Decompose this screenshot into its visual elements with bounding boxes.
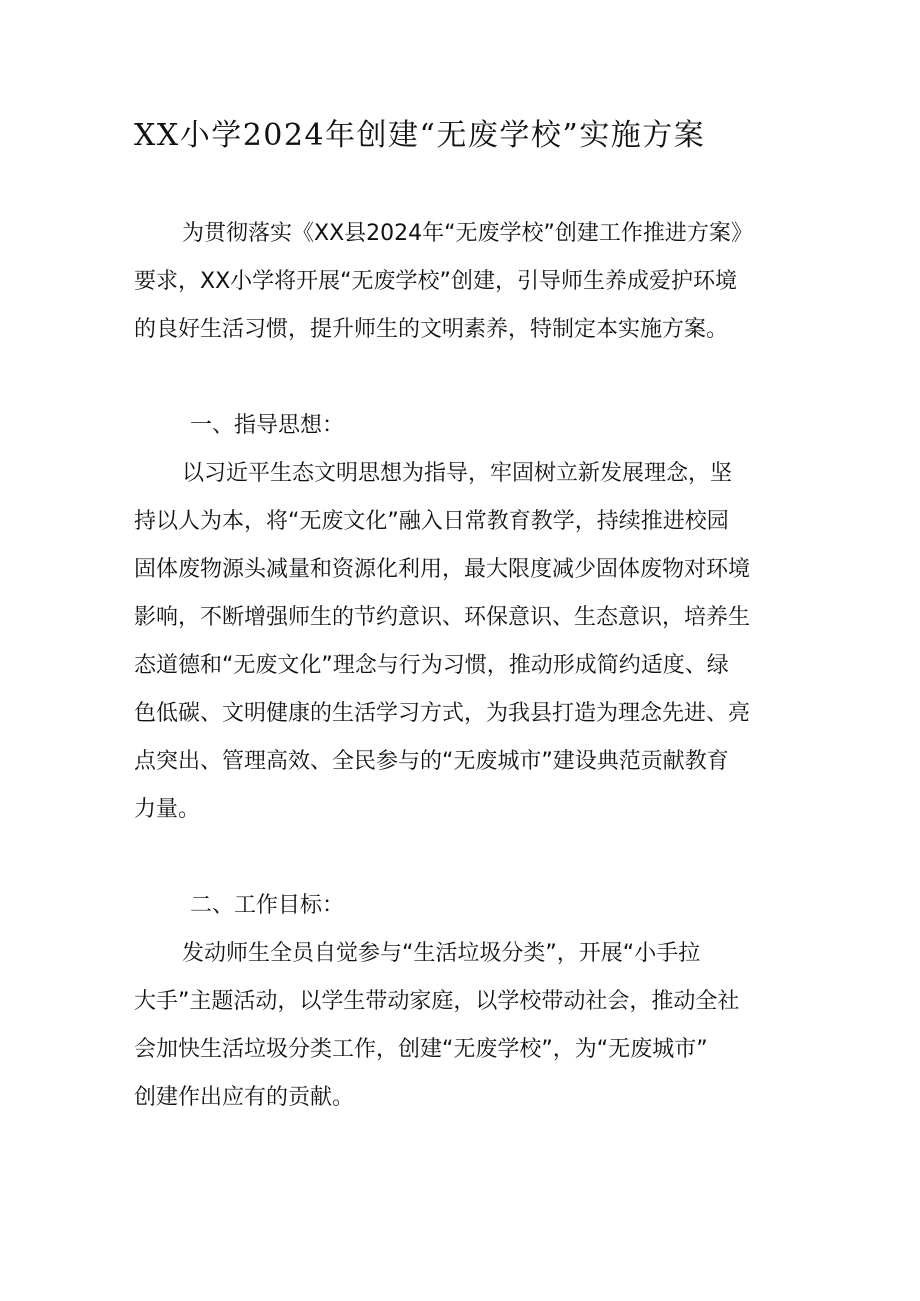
paragraph-line: 大手”主题活动，以学生带动家庭，以学校带动社会，推动全社	[134, 989, 740, 1014]
paragraph-line: 为贯彻落实《XX县2024年“无废学校”创建工作推进方案》	[182, 221, 753, 246]
paragraph-line: 力量。	[134, 797, 201, 822]
document-title: XX小学2024年创建“无废学校”实施方案	[134, 118, 706, 153]
paragraph-line: 固体废物源头减量和资源化利用，最大限度减少固体废物对环境	[134, 557, 751, 582]
section-heading-work-goals: 二、工作目标：	[190, 893, 345, 918]
paragraph-line: 影响，不断增强师生的节约意识、环保意识、生态意识，培养生	[134, 605, 751, 630]
paragraph-line: 要求，XX小学将开展“无废学校”创建，引导师生养成爱护环境	[134, 269, 737, 294]
paragraph-line: 创建作出应有的贡献。	[134, 1085, 355, 1110]
guiding-ideology-paragraph	[134, 450, 790, 834]
paragraph-line: 会加快生活垃圾分类工作，创建“无废学校”，为“无废城市”	[134, 1037, 708, 1062]
paragraph-line: 点突出、管理高效、全民参与的“无废城市”建设典范贡献教育	[134, 749, 729, 774]
paragraph-line: 发动师生全员自觉参与“生活垃圾分类”，开展“小手拉	[182, 941, 701, 966]
paragraph-line: 持以人为本，将“无废文化”融入日常教育教学，持续推进校园	[134, 509, 729, 534]
paragraph-line: 的良好生活习惯，提升师生的文明素养，特制定本实施方案。	[134, 317, 729, 342]
section-heading-guiding-ideology: 一、指导思想：	[190, 413, 345, 438]
paragraph-line: 态道德和“无废文化”理念与行为习惯，推动形成简约适度、绿	[134, 653, 729, 678]
paragraph-line: 色低碳、文明健康的生活学习方式，为我县打造为理念先进、亮	[134, 701, 751, 726]
work-goals-paragraph	[134, 930, 790, 1122]
intro-paragraph	[134, 210, 790, 354]
paragraph-line: 以习近平生态文明思想为指导，牢固树立新发展理念，坚	[182, 461, 733, 486]
